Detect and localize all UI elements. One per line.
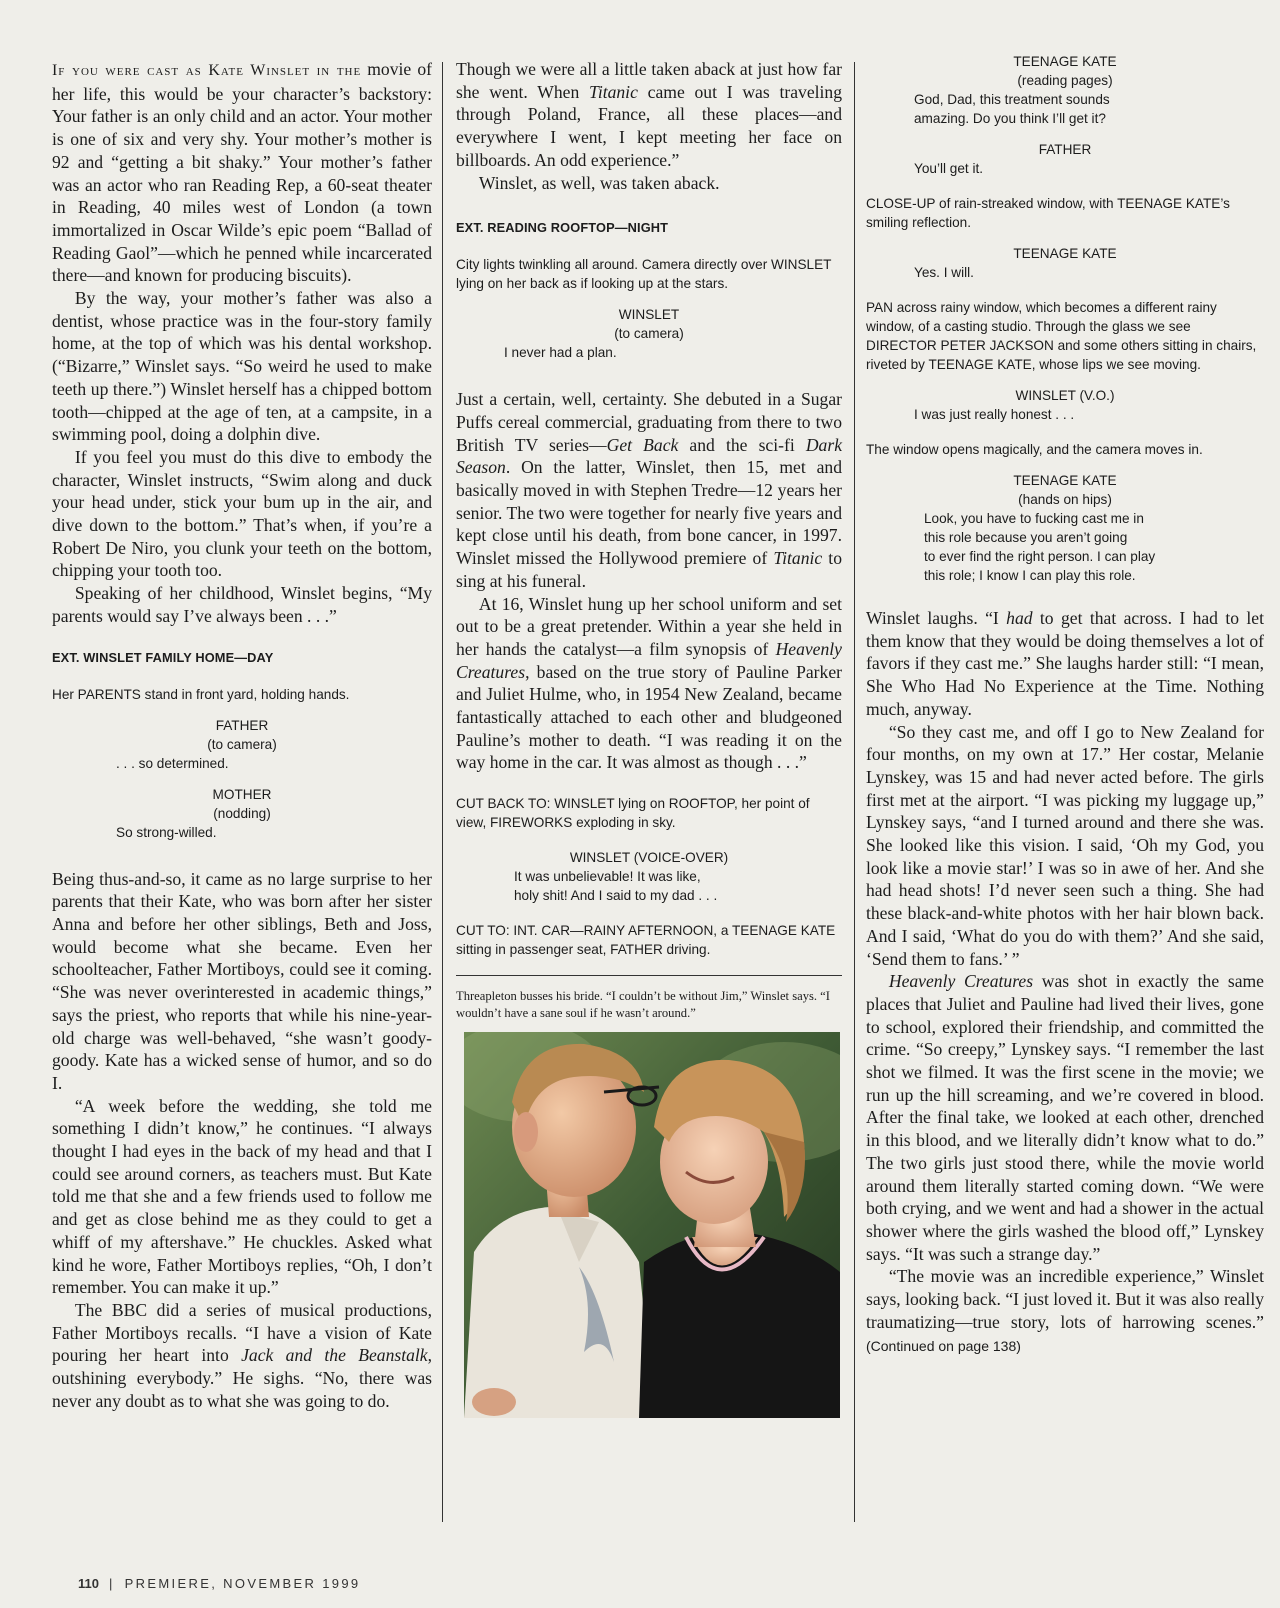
page-number: 110 — [78, 1576, 99, 1591]
paragraph-text: At 16, Winslet hung up her school uniform and set out to be a great pretender. Within a year she held in her hands the catalyst—a film synopsis of — [456, 593, 842, 659]
paragraph-text: was shot in exactly the same places that Juliet and Pauline had lived their lives, gone to school, explored their friendship, and committed the crime. “So creepy,” Lynskey says. “I remember the last shot we filmed. It was the first scene in the movie; we run up the hill screaming, and we’re covered in blood. After the final take, we looked at each other, drenched in this blood, and we literally didn’t know what to do.” The two girls just stood there, while the movie world around them literally started coming down. “We were both crying, and we went and had a shower in the actual shower where the girls washed the blood off,” Lynskey says. “It was such a strange day.” — [866, 971, 1264, 1264]
paragraph-text: . On the latter, Winslet, then 15, met and basically moved in with Stephen Tredre—12 years her senior. The two were together for nearly five years and kept close until his death, from bone cancer, in 1997. Winslet missed the Hollywood premiere of — [456, 457, 842, 569]
dialogue-line: So strong-willed. — [116, 824, 217, 840]
paragraph — [52, 1299, 432, 1413]
dialogue-speaker: TEENAGE KATE — [1013, 473, 1117, 488]
italic-title: Heavenly Creatures — [456, 638, 842, 682]
paragraph-text: The BBC did a series of musical productions, Father Mortiboys recalls. “I have a vision of Kate pouring her heart into — [52, 1299, 432, 1366]
dialogue-line: God, Dad, this treatment sounds amazing. Do you think I’ll get it? — [914, 92, 1110, 126]
continued-note: (Continued on page 138) — [866, 1337, 1021, 1354]
dialogue-parenthetical: (to camera) — [207, 736, 277, 752]
paragraph — [866, 970, 1264, 1265]
dialogue-speaker: WINSLET — [618, 307, 680, 323]
dialogue-parenthetical: (reading pages) — [1017, 73, 1113, 88]
dialogue-line: Look, you have to fucking cast me in this role because you aren’t going to ever find the right person. I can play this role; I know I can play this role. — [924, 511, 1156, 583]
paragraph-text: , outshining everybody.” He sighs. “No, there was never any doubt as to what she was going to do. — [52, 1345, 433, 1411]
dialogue-line: Yes. I will. — [914, 265, 974, 280]
paragraph: If you feel you must do this dive to embody the character, Winslet instructs, “Swim along and duck your head under, stick your bum up in the air, and dive down to the bottom.” That’s when, if you’re a Robert De Niro, you clunk your teeth on the bottom, chipping your tooth too. — [52, 446, 432, 581]
dialogue-line: . . . so determined. — [116, 755, 229, 771]
paragraph: Winslet, as well, was taken aback. — [478, 172, 720, 193]
paragraph: Speaking of her childhood, Winslet begins, “My parents would say I’ve always been . . .” — [52, 583, 432, 626]
page-footer — [78, 1576, 361, 1591]
column-1 — [52, 58, 432, 1412]
column-3 — [866, 52, 1264, 1357]
paragraph-text: to sing at his funeral. — [456, 548, 842, 591]
column-divider — [854, 62, 855, 1522]
wedding-photo — [464, 1032, 840, 1418]
paragraph: Being thus-and-so, it came as no large surprise to her parents that their Kate, who was born after her sister Anna and before her other siblings, Beth and Joss, would become what she became. Even her schoolteacher, Father Mortiboys, could see it coming. “She was never overinterested in academic things,” says the priest, who reports that while his nine-year-old charge was well-behaved, “she wasn’t goody-goody. Kate has a wicked sense of humor, and so do I. — [52, 868, 432, 1093]
italic-title: Dark Season — [456, 434, 843, 478]
italic-emphasis: had — [1006, 608, 1033, 628]
dialogue-line: I was just really honest . . . — [914, 407, 1075, 422]
paragraph — [456, 593, 842, 775]
dialogue-speaker: TEENAGE KATE — [1013, 246, 1117, 261]
scene-action: CLOSE-UP of rain-streaked window, with TEENAGE KATE’s smiling reflection. — [866, 196, 1230, 230]
caption-rule — [456, 975, 842, 976]
paragraph-text: Winslet laughs. “I — [866, 608, 1007, 628]
dialogue-speaker: FATHER — [215, 717, 269, 733]
paragraph — [456, 58, 842, 172]
italic-title: Get Back — [606, 434, 679, 455]
footer-separator: | — [108, 1576, 115, 1591]
paragraph-text: to get that across. I had to let them know that they would be doing themselves a lot of favors if they cast me.” She laughs harder still: “I mean, She Who Had No Experience at the Time. Nothing much, anyway. — [866, 608, 1264, 719]
paragraph-text: movie of her life, this would be your character’s backstory: Your father is an only child and an actor. Your mother is one of six and very shy. Your mother’s mother is 92 and “getting a bit shaky.” Your mother’s father was an actor who ran Reading Rep, a 60-seat theater in Reading, 40 miles west of London (a town immortalized in Oscar Wilde’s epic poem “Ballad of Reading Gaol”—which he penned while incarcerated there—and known for producing biscuits). — [52, 59, 432, 286]
paragraph — [456, 388, 842, 592]
italic-title: Heavenly Creatures — [888, 971, 1034, 992]
dialogue-parenthetical: (to camera) — [614, 326, 684, 342]
dialogue-line: It was unbelievable! It was like, holy shit! And I said to my dad . . . — [514, 869, 718, 904]
column-divider — [442, 62, 443, 1522]
paragraph-text: and the sci-fi — [678, 434, 806, 455]
paragraph-text: “The movie was an incredible experience,” Winslet says, looking back. “I just loved it. But it was also really traumatizing—true story, lots of harrowing scenes.” — [866, 1266, 1264, 1332]
scene-action: PAN across rainy window, which becomes a different rainy window, of a casting studio. Through the glass we see DIRECTOR PETER JACKSON and some others sitting in chairs, riveted by TEENAGE KATE, whose lips we see moving. — [866, 300, 1257, 372]
paragraph: “So they cast me, and off I go to New Zealand for four months, on my own at 17.” Her costar, Melanie Lynskey, was 15 and had never acted before. The girls first met at the airport. “I was picking my luggage up,” Lynskey says, “and I turned around and there she was. She looked like this vision. I said, ‘Oh my God, you look like a movie star!’ I was so in awe of her. And she had head shots! I’d never seen such a thing. She had these black-and-white photos with her hair blown back. And I said, ‘What do you do with them?’ And she said, ‘Send them to fans.’ ” — [866, 721, 1264, 969]
paragraph: “A week before the wedding, she told me something I didn’t know,” he continues. “I always thought I had eyes in the back of my head and that I could see around corners, as teachers must. But Kate told me that she and a few friends used to follow me and get as close behind me as they could to get a whiff of my aftershave.” He chuckles. Asked what kind he wore, Father Mortiboys replies, “Oh, I don’t remember. You can make it up.” — [52, 1095, 432, 1298]
scene-heading: EXT. WINSLET FAMILY HOME—DAY — [52, 649, 274, 665]
scene-action: City lights twinkling all around. Camera directly over WINSLET lying on her back as if looking up at the stars. — [456, 257, 832, 292]
paragraph — [866, 607, 1264, 721]
small-caps-lead: If you were cast as Kate Winslet in the — [52, 62, 362, 79]
dialogue-speaker: WINSLET (VOICE-OVER) — [569, 850, 729, 866]
dialogue-parenthetical: (nodding) — [213, 805, 271, 821]
dialogue-speaker: FATHER — [1038, 142, 1092, 157]
dialogue-speaker: TEENAGE KATE — [1013, 54, 1117, 69]
dialogue-parenthetical: (hands on hips) — [1018, 492, 1112, 507]
dialogue-line: I never had a plan. — [504, 345, 617, 361]
dialogue-speaker: WINSLET (V.O.) — [1015, 388, 1115, 403]
paragraph: By the way, your mother’s father was also a dentist, whose practice was in the four-story family home, at the top of which was his dental workshop. (“Bizarre,” Winslet says. “So weird he used to make teeth up there.”) Winslet herself has a chipped bottom tooth—chipped at the age of ten, at a campsite, in a swimming pool, doing a dolphin dive. — [52, 288, 432, 445]
paragraph-text: Just a certain, well, certainty. She debuted in a Sugar Puffs cereal commercial, graduating from there to two British TV series— — [456, 389, 842, 455]
paragraph-text: came out I was traveling through Poland, France, all these places—and everywhere I went, I kept meeting her face on billboards. An odd experience.” — [456, 81, 842, 170]
dialogue-speaker: MOTHER — [212, 786, 272, 802]
italic-title: Titanic — [589, 81, 638, 102]
scene-action: CUT BACK TO: WINSLET lying on ROOFTOP, her point of view, FIREWORKS exploding in sky. — [456, 796, 810, 831]
photo-caption: Threapleton busses his bride. “I couldn’t be without Jim,” Winslet says. “I wouldn’t have a sane soul if he wasn’t around.” — [456, 989, 830, 1021]
italic-title: Jack and the Beanstalk — [241, 1345, 428, 1366]
scene-heading: EXT. READING ROOFTOP—NIGHT — [456, 220, 669, 236]
opening-paragraph — [52, 58, 432, 287]
paragraph-text: Though we were all a little taken aback at just how far she went. When — [456, 59, 842, 102]
scene-action: The window opens magically, and the camera moves in. — [866, 442, 1203, 457]
scene-action: Her PARENTS stand in front yard, holding hands. — [52, 686, 350, 702]
scene-action: CUT TO: INT. CAR—RAINY AFTERNOON, a TEENAGE KATE sitting in passenger seat, FATHER driving. — [456, 923, 836, 958]
paragraph — [866, 1265, 1264, 1357]
dialogue-line: You’ll get it. — [914, 161, 984, 176]
italic-title: Titanic — [773, 548, 823, 569]
paragraph-text: , based on the true story of Pauline Parker and Juliet Hulme, who, in 1954 New Zealand, became fantastically attached to each other and bludgeoned Pauline’s mother to death. “I was reading it on the way home in the car. It was almost as though . . .” — [456, 661, 842, 773]
column-2 — [456, 58, 842, 1418]
publication-line: PREMIERE, NOVEMBER 1999 — [124, 1576, 361, 1591]
